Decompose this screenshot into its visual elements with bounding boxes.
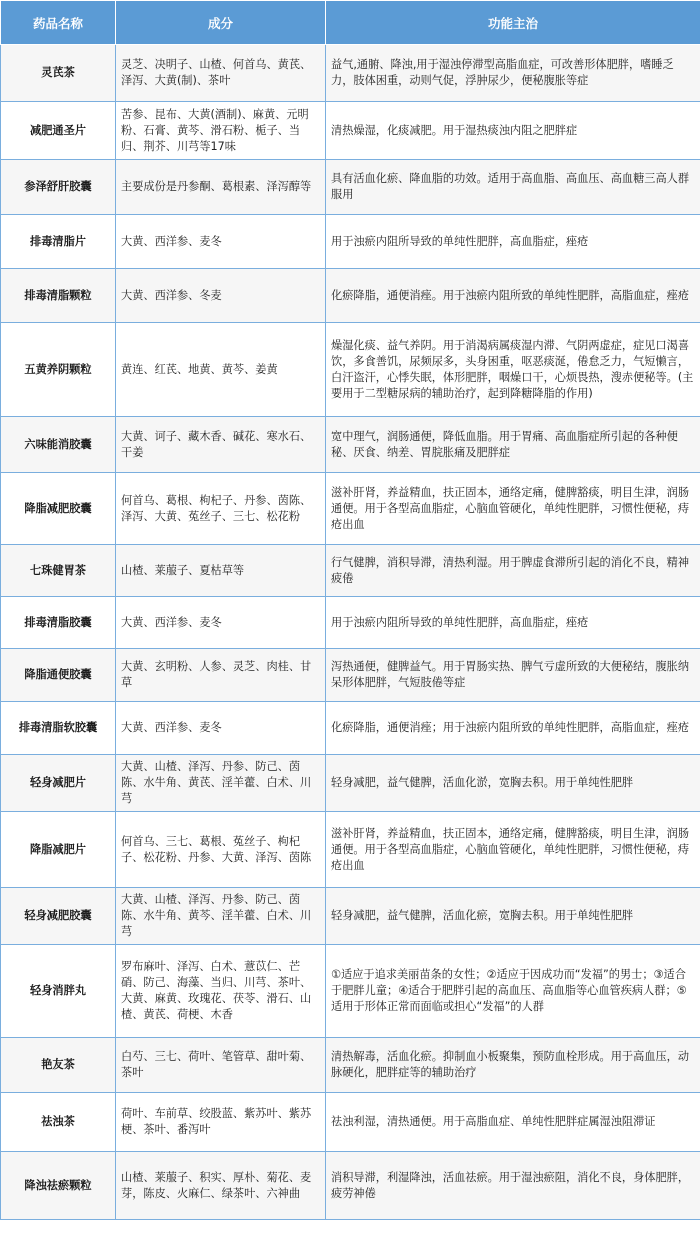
ingredients-cell: 大黄、玄明粉、人参、灵芝、肉桂、甘草 xyxy=(116,649,326,702)
function-cell: 轻身减肥，益气健脾，活血化瘀，宽胸去积。用于单纯性肥胖 xyxy=(326,888,700,945)
ingredients-cell: 山楂、莱菔子、夏枯草等 xyxy=(116,545,326,597)
table-row xyxy=(1,417,700,473)
ingredients-cell: 主要成份是丹参酮、葛根素、泽泻醇等 xyxy=(116,160,326,215)
ingredients-cell: 大黄、西洋参、麦冬 xyxy=(116,702,326,755)
function-cell: 化瘀降脂，通便消痤；用于浊瘀内阻所致的单纯性肥胖，高脂血症，痤疮 xyxy=(326,702,700,755)
table-row xyxy=(1,945,700,1038)
drug-name-cell: 排毒清脂胶囊 xyxy=(1,597,116,649)
table-row xyxy=(1,702,700,755)
ingredients-cell: 荷叶、车前草、绞股蓝、紫苏叶、紫苏梗、茶叶、番泻叶 xyxy=(116,1093,326,1152)
table-row xyxy=(1,45,700,102)
function-cell: 具有活血化瘀、降血脂的功效。适用于高血脂、高血压、高血糖三高人群服用 xyxy=(326,160,700,215)
ingredients-cell: 黄连、红芪、地黄、黄芩、姜黄 xyxy=(116,323,326,417)
drug-name-cell: 轻身减肥片 xyxy=(1,755,116,812)
function-cell: 行气健脾，消积导滞，清热利湿。用于脾虚食滞所引起的消化不良，精神疲倦 xyxy=(326,545,700,597)
table-row xyxy=(1,597,700,649)
table-row xyxy=(1,888,700,945)
header-ingredients: 成分 xyxy=(116,1,326,45)
drug-name-cell: 排毒清脂片 xyxy=(1,215,116,269)
table-row xyxy=(1,1093,700,1152)
ingredients-cell: 大黄、山楂、泽泻、丹参、防己、茵陈、水牛角、黄芪、淫羊藿、白术、川芎 xyxy=(116,755,326,812)
function-cell: 燥湿化痰、益气养阴。用于消渴病属痰湿内滞、气阴两虚症，症见口渴喜饮，多食善饥，尿频尿多，头身困重，呕恶痰涎，倦怠乏力，气短懒言，白汗盗汗，心悸失眠，体形肥胖，咽燥口干，心烦畏热，溲赤便秘等。(主要用于二型糖尿病的辅助治疗，起到降糖降脂的作用) xyxy=(326,323,700,417)
ingredients-cell: 大黄、诃子、藏木香、碱花、寒水石、干姜 xyxy=(116,417,326,473)
drug-name-cell: 减肥通圣片 xyxy=(1,102,116,160)
function-cell: 消积导滞，利湿降浊，活血祛瘀。用于湿浊瘀阻，消化不良，身体肥胖，疲劳神倦 xyxy=(326,1152,700,1220)
table-row xyxy=(1,473,700,545)
table-row xyxy=(1,1152,700,1220)
drug-name-cell: 六味能消胶囊 xyxy=(1,417,116,473)
ingredients-cell: 大黄、西洋参、麦冬 xyxy=(116,215,326,269)
function-cell: 祛浊利湿，清热通便。用于高脂血症、单纯性肥胖症属湿浊阻滞证 xyxy=(326,1093,700,1152)
drug-name-cell: 七珠健胃茶 xyxy=(1,545,116,597)
drug-name-cell: 灵芪茶 xyxy=(1,45,116,102)
table-row xyxy=(1,812,700,888)
ingredients-cell: 山楂、莱菔子、积实、厚朴、菊花、麦芽，陈皮、火麻仁、绿茶叶、六神曲 xyxy=(116,1152,326,1220)
drug-name-cell: 轻身消胖丸 xyxy=(1,945,116,1038)
function-cell: 宽中理气，润肠通便，降低血脂。用于胃痛、高血脂症所引起的各种便秘、厌食、纳差、胃脘胀痛及肥胖症 xyxy=(326,417,700,473)
drug-name-cell: 轻身减肥胶囊 xyxy=(1,888,116,945)
table-row xyxy=(1,323,700,417)
drug-name-cell: 参泽舒肝胶囊 xyxy=(1,160,116,215)
table-header-row xyxy=(1,1,700,45)
table-row xyxy=(1,269,700,323)
ingredients-cell: 何首乌、葛根、枸杞子、丹参、茵陈、泽泻、大黄、菟丝子、三七、松花粉 xyxy=(116,473,326,545)
ingredients-cell: 大黄、西洋参、冬麦 xyxy=(116,269,326,323)
table-row xyxy=(1,215,700,269)
function-cell: 用于浊瘀内阻所导致的单纯性肥胖，高血脂症，痤疮 xyxy=(326,597,700,649)
table-row xyxy=(1,1038,700,1093)
drug-name-cell: 降浊祛瘀颗粒 xyxy=(1,1152,116,1220)
drug-name-cell: 排毒清脂颗粒 xyxy=(1,269,116,323)
drug-name-cell: 排毒清脂软胶囊 xyxy=(1,702,116,755)
drug-name-cell: 五黄养阴颗粒 xyxy=(1,323,116,417)
table-row xyxy=(1,545,700,597)
table-row xyxy=(1,649,700,702)
drug-name-cell: 祛浊茶 xyxy=(1,1093,116,1152)
drug-name-cell: 降脂通便胶囊 xyxy=(1,649,116,702)
function-cell: 轻身减肥，益气健脾，活血化淤，宽胸去积。用于单纯性肥胖 xyxy=(326,755,700,812)
ingredients-cell: 大黄、西洋参、麦冬 xyxy=(116,597,326,649)
ingredients-cell: 大黄、山楂、泽泻、丹参、防己、茵陈、水牛角、黄芩、淫羊藿、白术、川芎 xyxy=(116,888,326,945)
function-cell: 滋补肝肾，养益精血，扶正固本，通络定痛，健脾豁痰，明目生津，润肠通便。用于各型高血脂症，心脑血管硬化，单纯性肥胖，习惯性便秘，痔疮出血 xyxy=(326,473,700,545)
function-cell: ①适应于追求美丽苗条的女性；②适应于因成功而“发福”的男士；③适合于肥胖儿童；④适合于肥胖引起的高血压、高血脂等心血管疾病人群；⑤适用于形体正常而面临或担心“发福”的人群 xyxy=(326,945,700,1038)
function-cell: 用于浊瘀内阻所导致的单纯性肥胖，高血脂症，痤疮 xyxy=(326,215,700,269)
function-cell: 滋补肝肾，养益精血，扶正固本，通络定痛，健脾豁痰，明目生津，润肠通便。用于各型高血脂症，心脑血管硬化，单纯性肥胖，习惯性便秘，痔疮出血 xyxy=(326,812,700,888)
ingredients-cell: 白芍、三七、荷叶、笔管草、甜叶菊、茶叶 xyxy=(116,1038,326,1093)
function-cell: 益气,通腑、降浊,用于湿浊停滞型高脂血症，可改善形体肥胖，嗜睡乏力，肢体困重，动则气促，浮肿尿少，便秘腹胀等症 xyxy=(326,45,700,102)
ingredients-cell: 罗布麻叶、泽泻、白术、薏苡仁、芒硝、防己、海藻、当归、川芎、茶叶、大黄、麻黄、玫瑰花、茯苓、滑石、山楂、黄芪、荷梗、木香 xyxy=(116,945,326,1038)
header-name: 药品名称 xyxy=(1,1,116,45)
function-cell: 泻热通便，健脾益气。用于胃肠实热、脾气亏虚所致的大便秘结，腹胀纳呆形体肥胖，气短肢倦等症 xyxy=(326,649,700,702)
ingredients-cell: 何首乌、三七、葛根、菟丝子、枸杞子、松花粉、丹参、大黄、泽泻、茵陈 xyxy=(116,812,326,888)
ingredients-cell: 灵芝、决明子、山楂、何首乌、黄芪、泽泻、大黄(制)、茶叶 xyxy=(116,45,326,102)
drug-name-cell: 艳友茶 xyxy=(1,1038,116,1093)
table-row xyxy=(1,102,700,160)
table-row xyxy=(1,160,700,215)
function-cell: 化瘀降脂，通便消痤。用于浊瘀内阻所致的单纯性肥胖，高脂血症，痤疮 xyxy=(326,269,700,323)
drug-name-cell: 降脂减肥胶囊 xyxy=(1,473,116,545)
ingredients-cell: 苦参、昆布、大黄(酒制)、麻黄、元明粉、石膏、黄芩、滑石粉、栀子、当归、荆芥、川芎等17味 xyxy=(116,102,326,160)
function-cell: 清热燥湿，化痰减肥。用于湿热痰浊内阻之肥胖症 xyxy=(326,102,700,160)
header-function: 功能主治 xyxy=(326,1,700,45)
drug-name-cell: 降脂减肥片 xyxy=(1,812,116,888)
table-row xyxy=(1,755,700,812)
function-cell: 清热解毒，活血化瘀。抑制血小板聚集，预防血栓形成。用于高血压，动脉硬化，肥胖症等的辅助治疗 xyxy=(326,1038,700,1093)
